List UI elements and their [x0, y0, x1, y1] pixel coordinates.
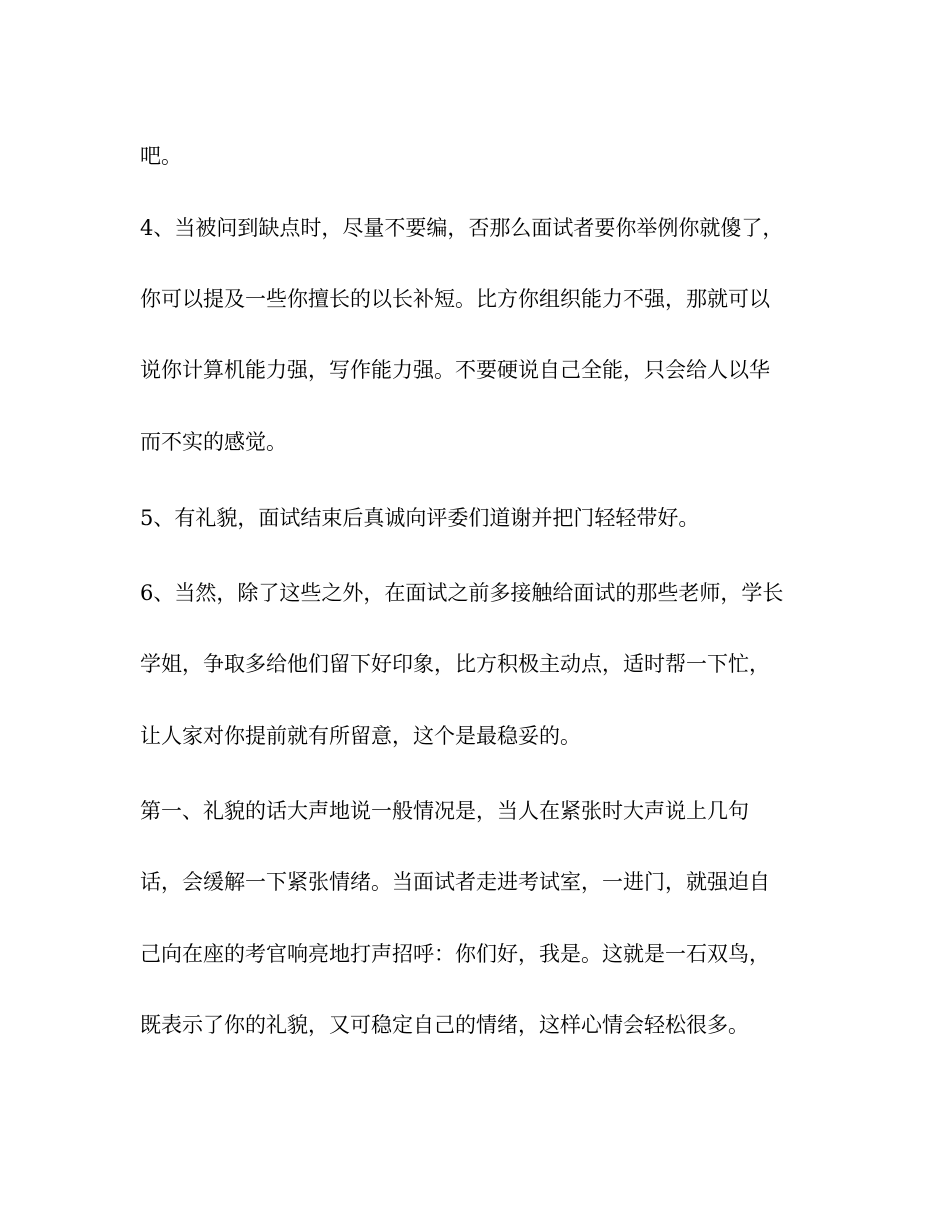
text-line: 而不实的感觉。: [140, 430, 287, 454]
text-line: 第一、礼貌的话大声地说一般情况是，当人在紧张时大声说上几句: [140, 799, 749, 823]
text-line: 吧。: [140, 144, 182, 168]
text-line: 你可以提及一些你擅长的以长补短。比方你组织能力不强，那就可以: [140, 287, 770, 311]
text-line: 4、当被问到缺点时，尽量不要编，否那么面试者要你举例你就傻了，: [140, 216, 784, 240]
text-line: 学姐，争取多给他们留下好印象，比方积极主动点，适时帮一下忙，: [140, 652, 770, 676]
text-line: 让人家对你提前就有所留意，这个是最稳妥的。: [140, 724, 581, 748]
text-line: 5、有礼貌，面试结束后真诚向评委们道谢并把门轻轻带好。: [140, 506, 700, 530]
text-line: 己向在座的考官响亮地打声招呼：你们好，我是。这就是一石双鸟，: [140, 942, 770, 966]
text-line: 既表示了你的礼貌，又可稳定自己的情绪，这样心情会轻松很多。: [140, 1013, 749, 1037]
text-line: 6、当然，除了这些之外，在面试之前多接触给面试的那些老师，学长: [140, 581, 784, 605]
text-line: 说你计算机能力强，写作能力强。不要硬说自己全能，只会给人以华: [140, 358, 770, 382]
text-line: 话，会缓解一下紧张情绪。当面试者走进考试室，一进门，就强迫自: [140, 870, 770, 894]
